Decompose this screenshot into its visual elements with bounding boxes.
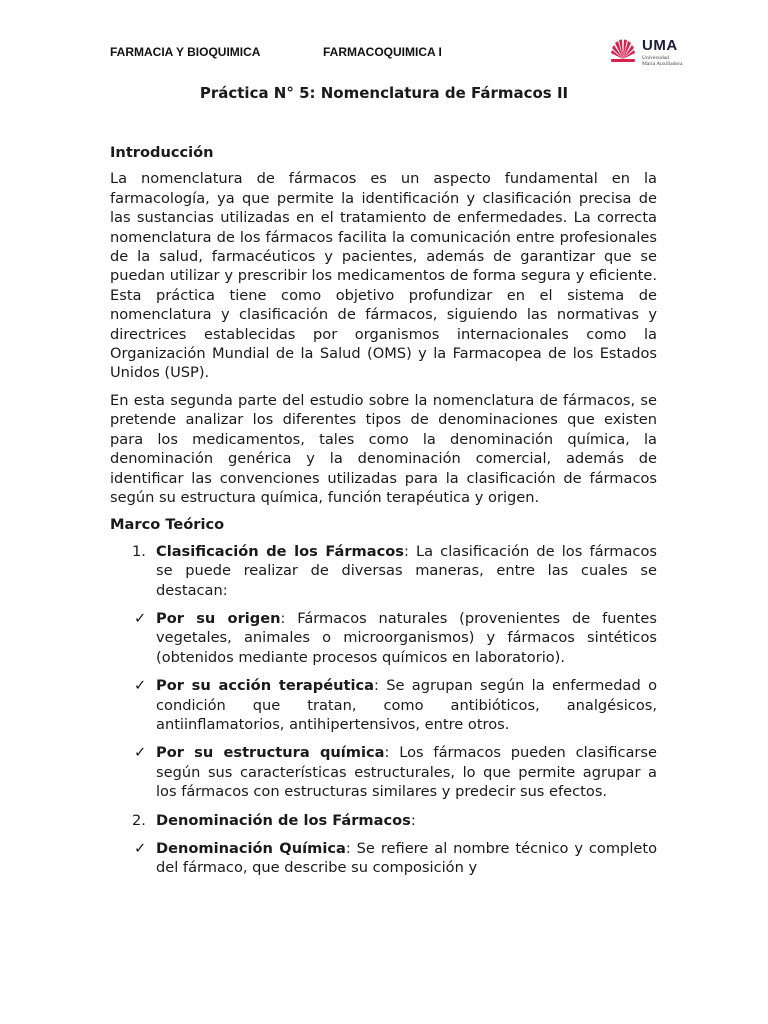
header-faculty: FARMACIA Y BIOQUIMICA	[110, 45, 261, 59]
logo-subtitle-1: Universidad	[642, 55, 669, 61]
checkmark-icon: ✓	[134, 609, 147, 627]
numbered-item-1	[110, 542, 657, 600]
list-number: 2.	[132, 811, 146, 829]
check-item-quimica	[110, 839, 657, 878]
check-item-title: Por su estructura química	[156, 744, 385, 762]
page-title: Práctica N° 5: Nomenclatura de Fármacos II	[199, 84, 569, 102]
header-course: FARMACOQUIMICA I	[323, 45, 442, 59]
list-number: 1.	[132, 542, 146, 560]
check-item-estructura	[110, 743, 657, 801]
check-item-text: : Fármacos naturales (provenientes de fuentes vegetales, animales o microorganismos) y fármacos sintéticos (obtenidos mediante procesos químicos en laboratorio).	[156, 609, 657, 666]
intro-heading: Introducción	[110, 144, 214, 161]
uma-emblem-icon	[608, 39, 638, 65]
intro-paragraph-1: La nomenclatura de fármacos es un aspecto fundamental en la farmacología, ya que permite la identificación y clasificación precisa de las sustancias utilizadas en el tratamiento de enfermedades. La correcta nomenclatura de los fármacos facilita la comunicación entre profesionales de la salud, farmacéuticos y pacientes, además de garantizar que se puedan utilizar y prescribir los medicamentos de forma segura y eficiente. Esta práctica tiene como objetivo profundizar en el sistema de nomenclatura y clasificación de fármacos, siguiendo las normativas y directrices establecidas por organismos internacionales como la Organización Mundial de la Salud (OMS) y la Farmacopea de los Estados Unidos (USP).	[110, 170, 657, 382]
check-item-text: : Se agrupan según la enfermedad o condición que tratan, como antibióticos, analgésicos, antiinflamatorios, antihipertensivos, entre otros.	[156, 677, 657, 733]
check-item-title: Denominación Química	[156, 840, 346, 857]
item-1-title: Clasificación de los Fármacos	[156, 542, 404, 560]
checkmark-icon: ✓	[134, 677, 147, 695]
check-item-title: Por su origen	[156, 609, 281, 627]
document-body	[110, 143, 657, 887]
intro-paragraph-2: En esta segunda parte del estudio sobre la nomenclatura de fármacos, se pretende analizar los diferentes tipos de denominaciones que existen para los medicamentos, tales como la denominación química, la denominación genérica y la denominación comercial, además de identificar las convenciones utilizadas para la clasificación de fármacos según su estructura química, función terapéutica y origen.	[110, 391, 657, 506]
numbered-item-2	[110, 811, 657, 830]
marco-heading: Marco Teórico	[110, 516, 225, 534]
checkmark-icon: ✓	[134, 840, 147, 857]
uma-logo	[608, 39, 692, 69]
item-2-text: :	[410, 811, 416, 829]
check-item-origen	[110, 609, 657, 667]
check-item-title: Por su acción terapéutica	[156, 677, 374, 695]
item-2-title: Denominación de los Fármacos	[156, 811, 411, 829]
check-item-text: : Los fármacos pueden clasificarse según sus características estructurales, lo que permite agrupar a los fármacos con estructuras similares y predecir sus efectos.	[156, 744, 657, 801]
logo-text: UMA	[642, 37, 678, 54]
item-1-text: : La clasificación de los fármacos se puede realizar de diversas maneras, entre las cuales se destacan:	[156, 542, 657, 599]
check-item-text: : Se refiere al nombre técnico y completo del fármaco, que describe su composición y	[156, 840, 658, 877]
page-header	[110, 37, 692, 67]
check-item-accion	[110, 676, 657, 734]
checkmark-icon: ✓	[134, 744, 147, 762]
logo-subtitle-2: María Auxiliadora	[642, 61, 683, 67]
